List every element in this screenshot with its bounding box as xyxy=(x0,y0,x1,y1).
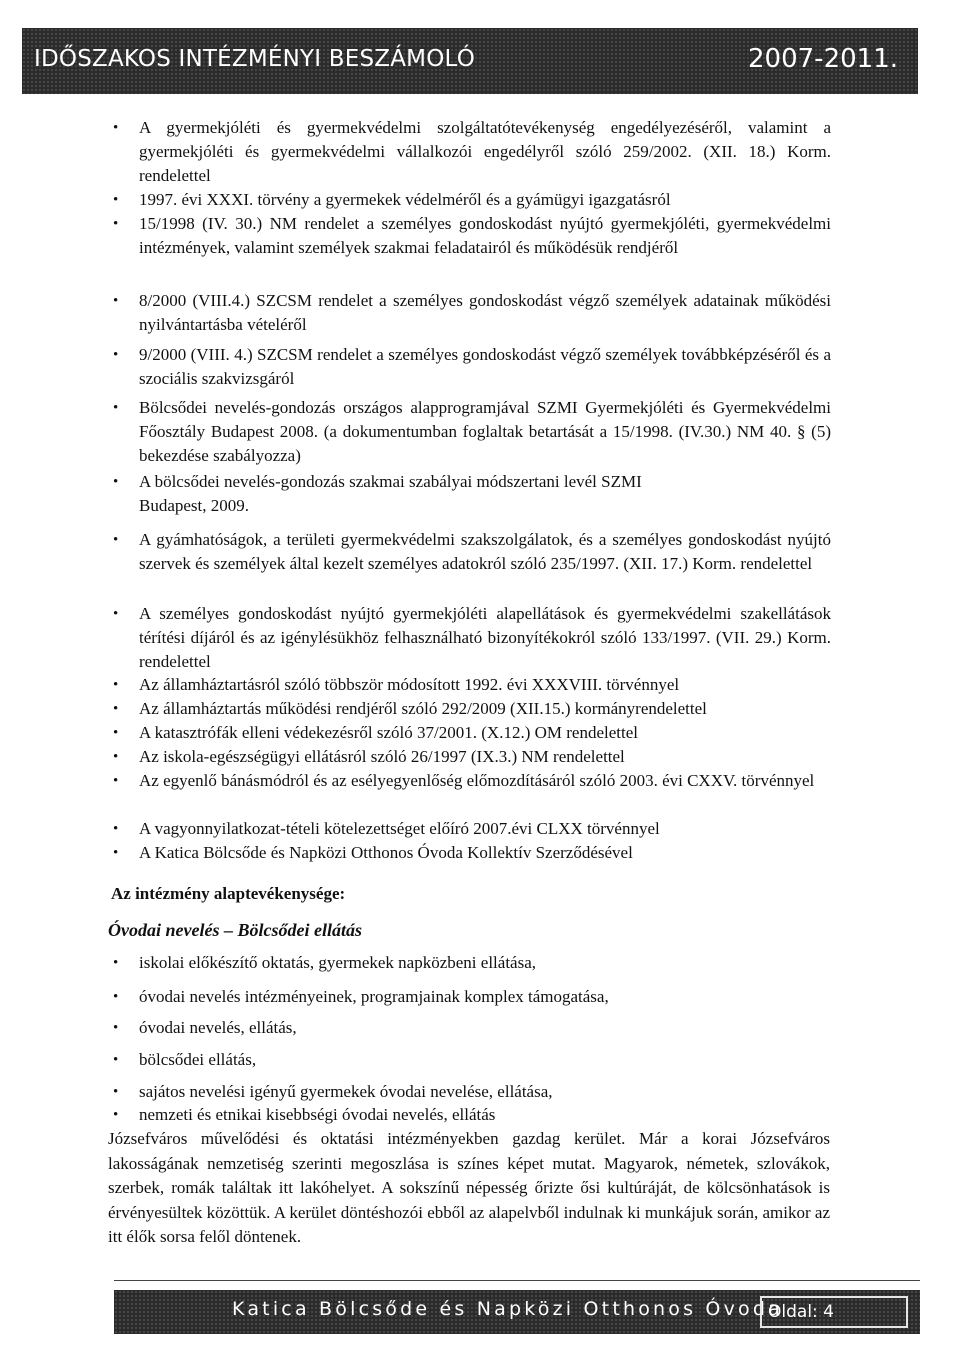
list-item: • A gyámhatóságok, a területi gyermekvédelmi szakszolgálatok, és a személyes gondoskodást nyújtó szervek és személyek által kezelt személyes adatokról szóló 235/1997. (XII. 17.) Korm. rendelettel xyxy=(139,528,831,576)
list-item: • Az iskola-egészségügyi ellátásról szóló 26/1997 (IX.3.) NM rendelettel xyxy=(139,745,831,769)
document-title: IDŐSZAKOS INTÉZMÉNYI BESZÁMOLÓ xyxy=(34,46,476,72)
list-item: • A személyes gondoskodást nyújtó gyermekjóléti alapellátások és gyermekvédelmi szakellátások térítési díjáról és az igénylésükhöz felhasználható bizonyítékokról szóló 133/1997. (VII. 29.) Korm. rendelettel xyxy=(139,602,831,674)
footer-organization: Katica Bölcsőde és Napközi Otthonos Óvoda xyxy=(232,1298,783,1320)
list-item: • 1997. évi XXXI. törvény a gyermekek védelméről és a gyámügyi igazgatásról xyxy=(139,188,831,212)
list-item: • 9/2000 (VIII. 4.) SZCSM rendelet a személyes gondoskodást végző személyek továbbképzéséről és a szociális szakvizsgáról xyxy=(139,343,831,391)
page-number: Oldal: 4 xyxy=(760,1296,908,1328)
list-item: • 15/1998 (IV. 30.) NM rendelet a személyes gondoskodást nyújtó gyermekjóléti, gyermekvédelmi intézmények, valamint személyek szakmai feladatairól és működésük rendjéről xyxy=(139,212,831,260)
document-period: 2007-2011. xyxy=(748,44,898,74)
list-item: • Az államháztartásról szóló többször módosított 1992. évi XXXVIII. törvénnyel xyxy=(139,673,831,697)
header-bar xyxy=(22,28,918,94)
list-item: • Bölcsődei nevelés-gondozás országos alapprogramjával SZMI Gyermekjóléti és Gyermekvédelmi Főosztály Budapest 2008. (a dokumentumban foglaltak betartását a 15/1998. (IV.30.) NM 40. § (5) bekezdése szabályozza) xyxy=(139,396,831,468)
list-item: • bölcsődei ellátás, xyxy=(139,1048,831,1072)
list-item: • A katasztrófák elleni védekezésről szóló 37/2001. (X.12.) OM rendelettel xyxy=(139,721,831,745)
section-subheading: Óvodai nevelés – Bölcsődei ellátás xyxy=(108,920,362,940)
section-heading: Az intézmény alaptevékenysége: xyxy=(111,884,346,903)
list-item: • A Katica Bölcsőde és Napközi Otthonos Óvoda Kollektív Szerződésével xyxy=(139,841,831,865)
body-paragraph: Józsefváros művelődési és oktatási intézményekben gazdag kerület. Már a korai Józsefváros lakosságának nemzetiség szerinti megoszlása is színes képet mutat. Magyarok, németek, szlovákok, szerbek, romák találtak itt lakóhelyet. A sokszínű népesség őrizte ősi kultúráját, de kölcsönhatások is érvényesültek közöttük. A kerület döntéshozói ebből az alapelvből indulnak ki munkájuk során, amikor az itt élők sorsa felől döntenek. xyxy=(108,1129,830,1246)
list-item: • óvodai nevelés, ellátás, xyxy=(139,1016,831,1040)
list-item: • nemzeti és etnikai kisebbségi óvodai nevelés, ellátás xyxy=(139,1103,831,1127)
list-item: • A gyermekjóléti és gyermekvédelmi szolgáltatótevékenység engedélyezéséről, valamint a gyermekjóléti és gyermekvédelmi vállalkozói engedélyről szóló 259/2002. (XII. 18.) Korm. rendelettel xyxy=(139,116,831,188)
list-item: • iskolai előkészítő oktatás, gyermekek napközbeni ellátása, xyxy=(139,951,831,975)
list-item: • óvodai nevelés intézményeinek, programjainak komplex támogatása, xyxy=(139,985,831,1009)
list-item: • 8/2000 (VIII.4.) SZCSM rendelet a személyes gondoskodást végző személyek adatainak működési nyilvántartásba vételéről xyxy=(139,289,831,337)
footer-bar xyxy=(114,1290,920,1334)
list-item: • A bölcsődei nevelés-gondozás szakmai szabályai módszertani levél SZMI Budapest, 2009. xyxy=(139,470,699,518)
footer-divider xyxy=(114,1280,920,1281)
list-item: • A vagyonnyilatkozat-tételi kötelezettséget előíró 2007.évi CLXX törvénnyel xyxy=(139,817,831,841)
list-item: • sajátos nevelési igényű gyermekek óvodai nevelése, ellátása, xyxy=(139,1080,831,1104)
list-item: • Az egyenlő bánásmódról és az esélyegyenlőség előmozdításáról szóló 2003. évi CXXV. törvénnyel xyxy=(139,769,831,793)
list-item: • Az államháztartás működési rendjéről szóló 292/2009 (XII.15.) kormányrendelettel xyxy=(139,697,831,721)
